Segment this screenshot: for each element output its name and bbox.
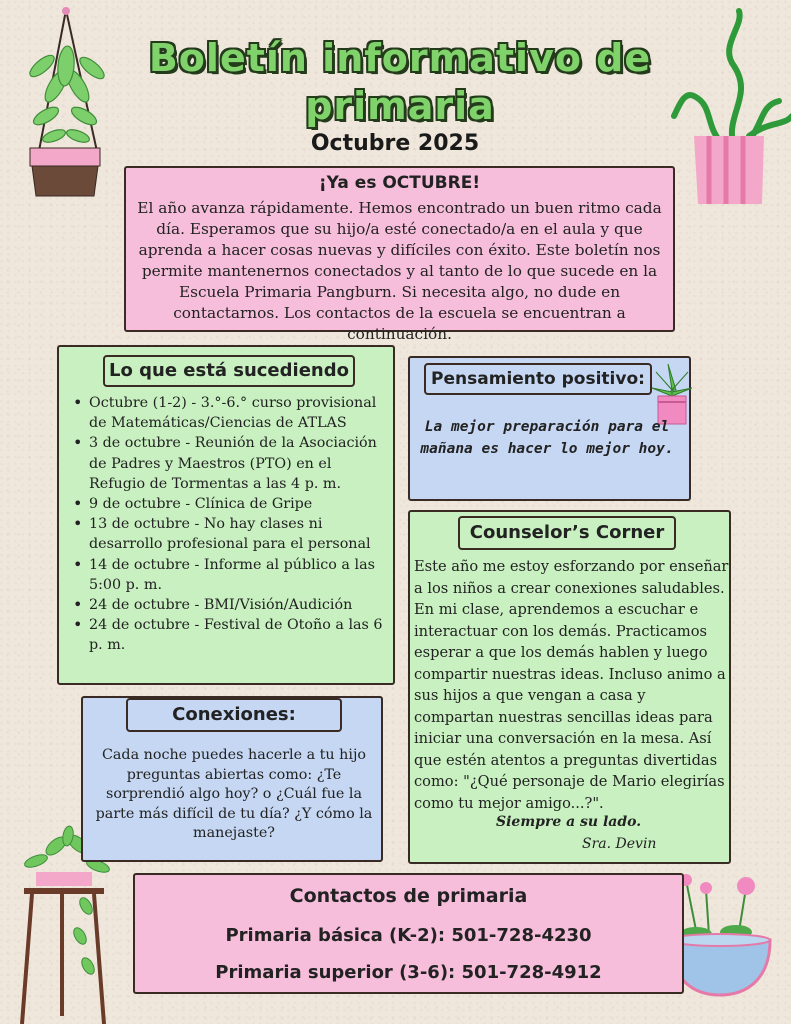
happening-list xyxy=(69,393,387,656)
intro-section xyxy=(124,166,675,343)
contact-lower-primary: Primaria básica (K-2): 501-728-4230 xyxy=(225,925,592,946)
list-item: • 14 de octubre - Informe al público a las 5:00 p. m. xyxy=(69,555,387,595)
contacts-section xyxy=(133,873,684,994)
connections-heading: Conexiones: xyxy=(126,698,342,732)
counselor-signature: Sra. Devin xyxy=(582,836,657,852)
counselor-text: Este año me estoy esforzando por enseñar a los niños a crear conexiones saludables. En mi clase, aprendemos a escuchar e interactuar con los demás. Practicamos esperar a que los demás hablen y luego compartir nuestras ideas. Incluso animo a sus hijos a que vengan a casa y compartan nuestras sencillas ideas para iniciar una conversación en la mesa. Así que estén atentos a preguntas divertidas como: "¿Qué personaje de Mario elegirías como tu mejor amigo...?". xyxy=(414,558,729,812)
connections-section xyxy=(81,696,383,862)
positive-thought-quote: La mejor preparación para el mañana es hacer lo mejor hoy. xyxy=(420,419,674,457)
list-item: • 3 de octubre - Reunión de la Asociación de Padres y Maestros (PTO) en el Refugio de Tormentas a las 4 p. m. xyxy=(69,433,387,494)
happening-heading: Lo que está sucediendo xyxy=(103,355,355,387)
list-item: • 9 de octubre - Clínica de Gripe xyxy=(69,494,387,514)
happening-section xyxy=(57,345,395,685)
positive-thought-heading: Pensamiento positivo: xyxy=(424,363,652,395)
contact-upper-primary: Primaria superior (3-6): 501-728-4912 xyxy=(215,962,602,983)
list-item: • 24 de octubre - Festival de Otoño a las 6 p. m. xyxy=(69,615,387,655)
hanging-plant-icon xyxy=(16,6,116,206)
counselor-section xyxy=(408,510,731,864)
positive-thought-section xyxy=(408,356,691,501)
list-item: • 24 de octubre - BMI/Visión/Audición xyxy=(69,595,387,615)
list-item: • Octubre (1-2) - 3.°-6.° curso provisional de Matemáticas/Ciencias de ATLAS xyxy=(69,393,387,433)
snake-plant-pot-icon xyxy=(664,6,791,206)
contacts-heading: Contactos de primaria xyxy=(289,885,528,907)
counselor-heading: Counselor’s Corner xyxy=(458,516,676,550)
connections-text: Cada noche puedes hacerle a tu hijo preguntas abiertas como: ¿Te sorprendió algo hoy? o ¿Cuál fue la parte más difícil de tu día? ¿Y cómo la manejaste? xyxy=(95,747,373,841)
page-subtitle: Octubre 2025 xyxy=(310,131,480,156)
list-item: • 13 de octubre - No hay clases ni desarrollo profesional para el personal xyxy=(69,514,387,554)
counselor-signoff: Siempre a su lado. xyxy=(496,814,642,830)
page-title: Boletín informativo de primaria xyxy=(148,36,652,128)
intro-text: El año avanza rápidamente. Hemos encontrado un buen ritmo cada día. Esperamos que su hijo/a esté conectado/a en el aula y que aprenda a hacer cosas nuevas y difíciles con éxito. Este boletín nos permite mantenernos conectados y al tanto de lo que sucede en la Escuela Primaria Pangburn. Si necesita algo, no dude en contactarnos. Los contactos de la escuela se encuentran a continuación. xyxy=(137,199,662,343)
intro-heading: ¡Ya es OCTUBRE! xyxy=(318,173,481,193)
